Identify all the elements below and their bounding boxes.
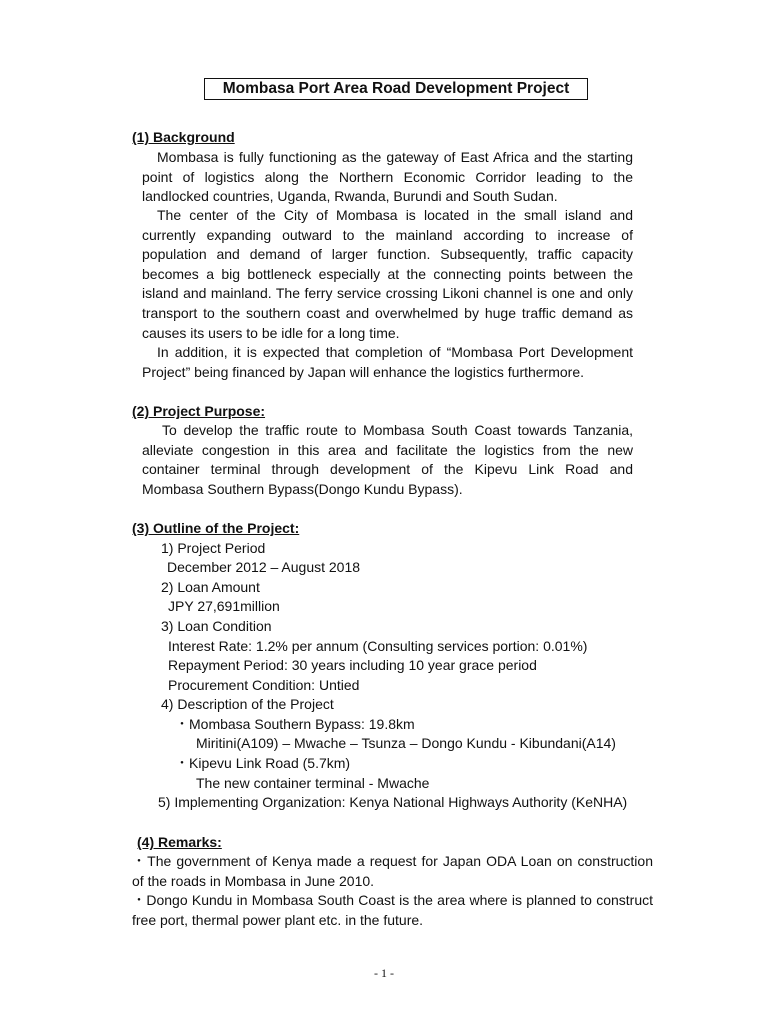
remarks-heading: (4) Remarks: bbox=[137, 834, 222, 850]
background-paragraph-2: The center of the City of Mombasa is located in the small island and currently expanding outward to the mainland according to increase of population and demand of larger function. Subsequently, traffic capacity becomes a big bottleneck especially at the connecting points between the island and mainland. The ferry service crossing Likoni channel is one and only transport to the southern coast and overwhelmed by huge traffic demand as causes its users to be idle for a long time. bbox=[142, 207, 633, 341]
purpose-paragraph: To develop the traffic route to Mombasa South Coast towards Tanzania, alleviate congestion in this area and facilitate the logistics from the new container terminal through development of the Kipevu Link Road and Mombasa Southern Bypass(Dongo Kundu Bypass). bbox=[142, 422, 633, 497]
outline-heading: (3) Outline of the Project: bbox=[132, 520, 300, 536]
purpose-heading: (2) Project Purpose: bbox=[132, 403, 266, 419]
loan-amount-value: JPY 27,691million bbox=[168, 598, 280, 614]
project-period-value: December 2012 – August 2018 bbox=[167, 559, 361, 575]
remark-item-2: ・Dongo Kundu in Mombasa South Coast is the area where is planned to construct free port, thermal power plant etc. in the future. bbox=[132, 892, 653, 928]
project-period-label: 1) Project Period bbox=[161, 540, 266, 556]
background-heading: (1) Background bbox=[132, 129, 235, 145]
remark-item-1: ・The government of Kenya made a request for Japan ODA Loan on construction of the roads in Mombasa in June 2010. bbox=[132, 853, 653, 889]
interest-rate: Interest Rate: 1.2% per annum (Consulting services portion: 0.01%) bbox=[168, 638, 588, 654]
background-paragraph-1: Mombasa is fully functioning as the gateway of East Africa and the starting point of logistics along the Northern Economic Corridor leading to the landlocked countries, Uganda, Rwanda, Burundi and South Sudan. bbox=[142, 149, 633, 205]
page-number: - 1 - bbox=[374, 966, 394, 980]
document-title: Mombasa Port Area Road Development Project bbox=[204, 78, 588, 100]
loan-condition-label: 3) Loan Condition bbox=[161, 618, 272, 634]
description-label: 4) Description of the Project bbox=[161, 696, 334, 712]
link-road-route: The new container terminal - Mwache bbox=[196, 775, 430, 791]
implementing-organization: 5) Implementing Organization: Kenya National Highways Authority (KeNHA) bbox=[158, 794, 628, 810]
link-road-item: ・Kipevu Link Road (5.7km) bbox=[175, 755, 351, 771]
bypass-route: Miritini(A109) – Mwache – Tsunza – Dongo Kundu - Kibundani(A14) bbox=[196, 735, 616, 751]
repayment-period: Repayment Period: 30 years including 10 year grace period bbox=[168, 657, 537, 673]
bypass-item: ・Mombasa Southern Bypass: 19.8km bbox=[175, 716, 415, 732]
loan-amount-label: 2) Loan Amount bbox=[161, 579, 260, 595]
procurement-condition: Procurement Condition: Untied bbox=[168, 677, 360, 693]
background-paragraph-3: In addition, it is expected that completion of “Mombasa Port Development Project” being financed by Japan will enhance the logistics furthermore. bbox=[142, 344, 633, 380]
